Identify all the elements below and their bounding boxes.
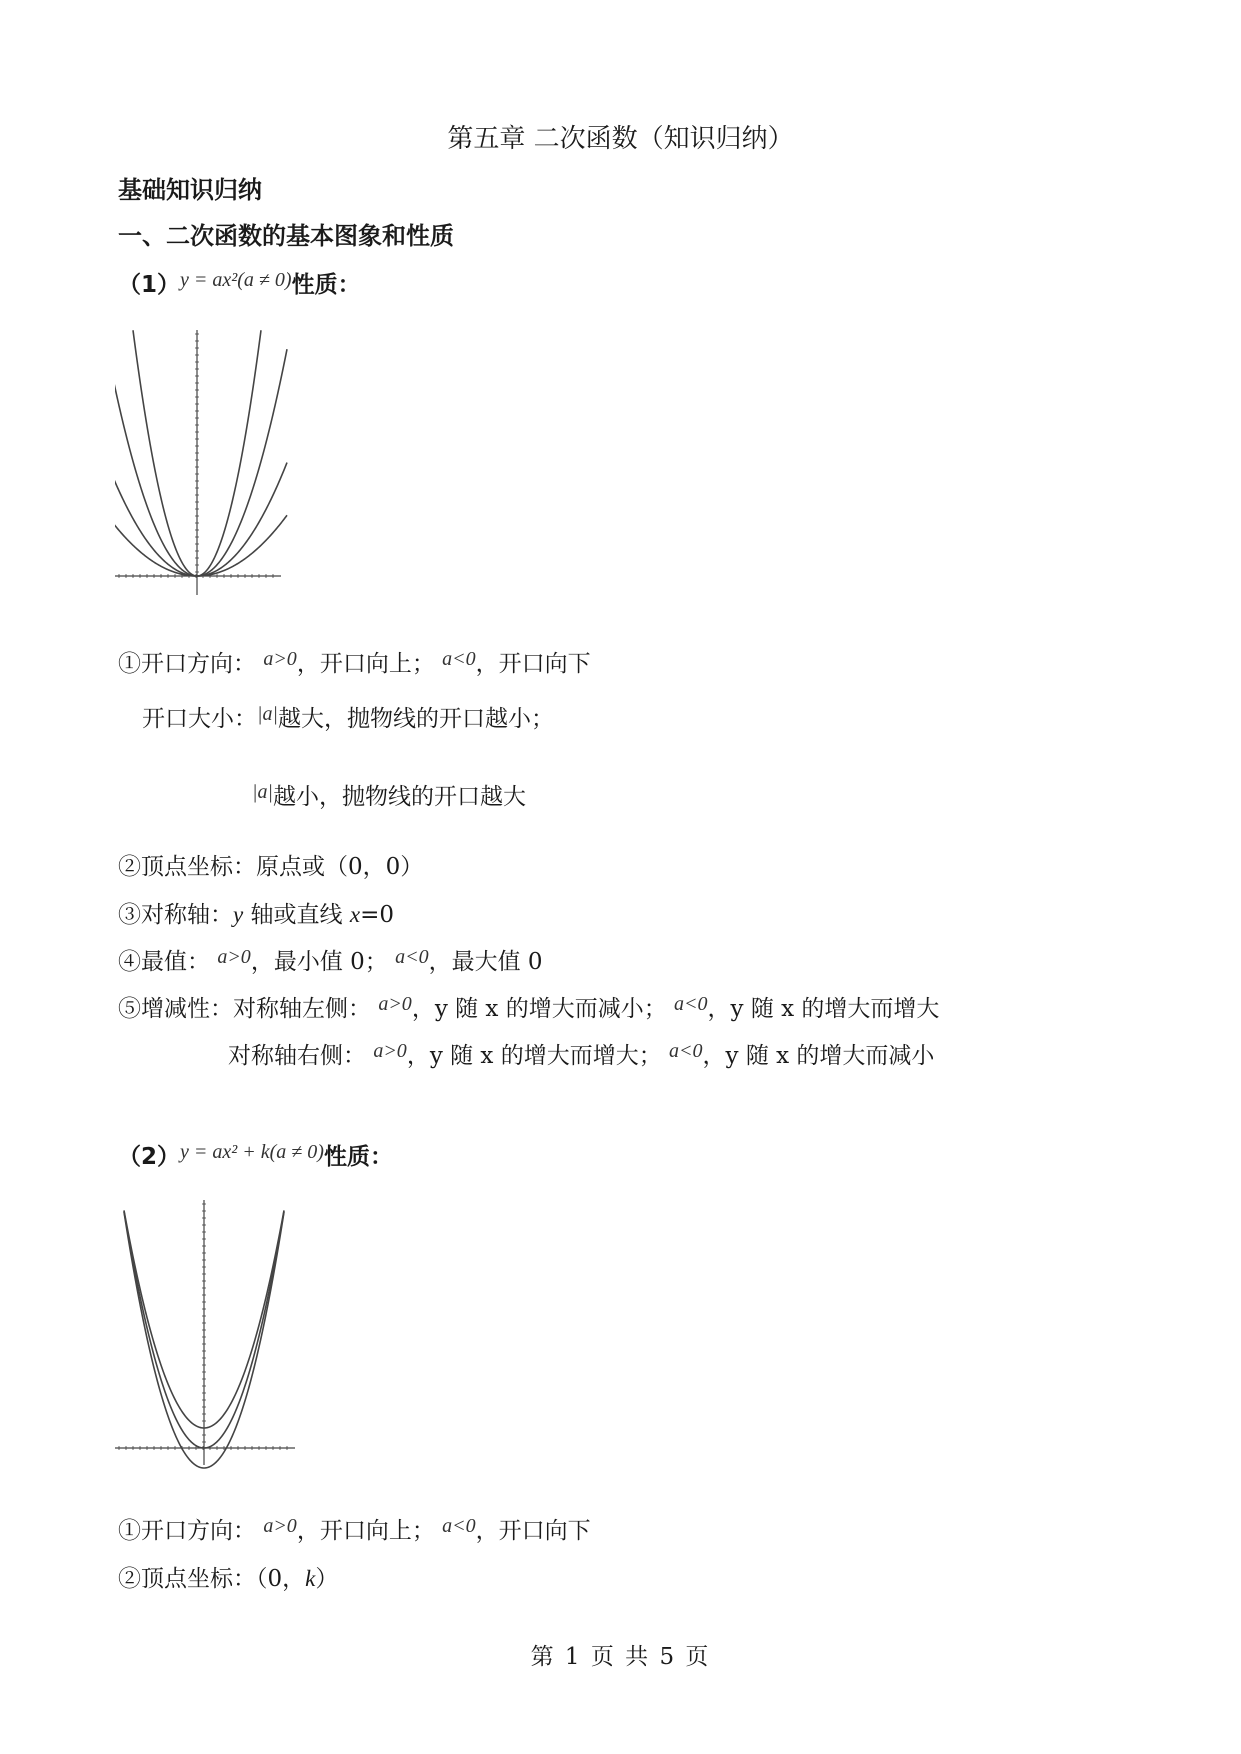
parabola-curve — [115, 463, 287, 576]
part1-prop-1c: |a|越小，抛物线的开口越大 — [252, 781, 526, 810]
part2-prop-2: ②顶点坐标：（0，k） — [118, 1566, 339, 1592]
part1-prop-4: ④最值： a>0，最小值 0； a<0，最大值 0 — [118, 946, 543, 975]
part1-prop-5b: 对称轴右侧： a>0，y 随 x 的增大而增大； a<0，y 随 x 的增大而减小 — [228, 1040, 935, 1069]
part1-label: （1） — [118, 272, 181, 298]
parabola-graph-1 — [115, 330, 315, 600]
part1-prop-1b: 开口大小：|a|越大，抛物线的开口越小； — [142, 703, 554, 732]
part2-suffix: 性质： — [323, 1144, 393, 1170]
part2-heading — [118, 1138, 393, 1171]
part1-prop-5: ⑤增减性：对称轴左侧： a>0，y 随 x 的增大而减小； a<0，y 随 x 的增大而增大 — [118, 993, 940, 1022]
part1-formula: y = ax²(a ≠ 0) — [180, 269, 292, 291]
page-title: 第五章 二次函数（知识归纳） — [447, 124, 794, 154]
section-heading-one: 一、二次函数的基本图象和性质 — [118, 222, 454, 250]
part1-prop-3: ③对称轴：y 轴或直线 x=0 — [118, 902, 394, 928]
part2-label: （2） — [118, 1144, 181, 1170]
part2-prop-1: ①开口方向： a>0，开口向上； a<0，开口向下 — [118, 1515, 591, 1544]
part1-prop-2: ②顶点坐标：原点或（0，0） — [118, 854, 424, 880]
part1-heading — [118, 266, 361, 299]
section-heading-basic: 基础知识归纳 — [118, 176, 262, 204]
part2-formula: y = ax² + k(a ≠ 0) — [180, 1141, 324, 1163]
part1-prop-1: ①开口方向： a>0，开口向上； a<0，开口向下 — [118, 648, 591, 677]
parabola-curve — [115, 515, 287, 576]
part1-suffix: 性质： — [291, 272, 361, 298]
parabola-graph-2 — [115, 1200, 325, 1470]
page-footer: 第 1 页 共 5 页 — [530, 1644, 711, 1670]
